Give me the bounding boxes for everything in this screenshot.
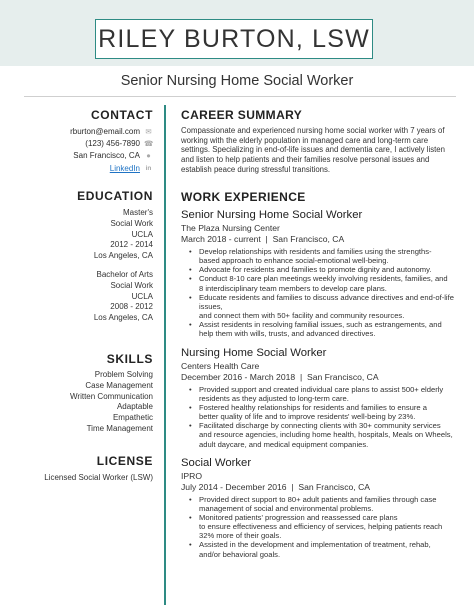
summary-line: Compassionate and experienced nursing home social worker with 7 years of [181, 126, 445, 135]
job-company: Centers Health Care [181, 360, 260, 371]
education-degree: Master's [123, 208, 153, 217]
contact-section [0, 108, 153, 175]
job-company: The Plaza Nursing Center [181, 223, 280, 233]
job-bullet: • Fostered healthy relationships for residents and families to ensure a better quality of life and to improve residents' well-being by 23%. [199, 403, 457, 421]
education-location: Los Angeles, CA [93, 251, 153, 261]
contact-location [0, 150, 153, 162]
job-location: San Francisco, CA [272, 234, 345, 244]
education-entry [0, 270, 153, 324]
job-bullet: • Facilitated discharge by connecting clients with 30+ community services and resource agencies, including home health, hospitals, Meals on Wheels, adult daycare, and medical equipment companies. [199, 421, 457, 448]
education-field: Social Work [110, 280, 153, 290]
skill-item: Time Management [86, 423, 153, 433]
skill-item: Empathetic [112, 413, 153, 423]
job-dates-location: July 2014 - December 2016 | San Francisco, CA [181, 481, 371, 492]
job-bullet: • Assisted in the development and implementation of treatment, rehab, and/or behavioral goals. [199, 540, 457, 558]
career-summary-section [181, 108, 457, 175]
contact-location-text: San Francisco, CA [73, 151, 140, 161]
contact-linkedin[interactable] [0, 163, 153, 175]
job-bullet: • Provided support and created individual care plans to assist 500+ elderly residents as they adjusted to long-term care. [199, 385, 457, 403]
column-divider [164, 105, 166, 605]
job-title: Social Worker [181, 456, 252, 469]
summary-line: and listen to help patients and their families resolve personal issues and [181, 155, 430, 165]
job-bullets [181, 247, 457, 339]
job-location: San Francisco, CA [306, 371, 379, 382]
job-bullet: • Conduct 8-10 care plan meetings weekly involving residents, families, and 8 interdisciplinary team members to develop care plans. [199, 274, 457, 292]
job-location: San Francisco, CA [298, 481, 371, 492]
phone-icon: ☎ [144, 139, 154, 149]
candidate-name: RILEY BURTON, LSW [98, 24, 370, 53]
skills-heading: SKILLS [106, 352, 153, 366]
job-bullets [181, 495, 457, 559]
skill-item: Case Management [85, 380, 153, 390]
education-heading: EDUCATION [77, 189, 153, 203]
education-years: 2008 - 2012 [110, 302, 153, 312]
job-bullet: • Educate residents and families to discuss advance directives and end-of-life issues, and connect them with 50+ facility and community resources. [199, 293, 457, 320]
job-company: IPRO [181, 470, 203, 481]
skill-item: Written Communication [70, 391, 153, 401]
job-bullet: • Provided direct support to 80+ adult patients and families through case management of social and environmental problems. [199, 495, 457, 513]
envelope-icon: ✉ [145, 127, 152, 136]
skills-section [0, 352, 153, 435]
job-title: Senior Nursing Home Social Worker [181, 209, 363, 221]
work-experience-heading: WORK EXPERIENCE [181, 190, 306, 204]
job-bullet: • Develop relationships with residents and families using the strengths- based approach to enhance social-emotional well-being. [199, 247, 457, 265]
job-dates: July 2014 - December 2016 [181, 481, 287, 492]
job-dates: March 2018 - current [181, 234, 261, 244]
education-degree: Bachelor of Arts [96, 269, 153, 279]
job-dates: December 2016 - March 2018 [181, 371, 296, 382]
education-school: UCLA [131, 229, 153, 239]
summary-line: settings. Specializing in end-of-life issues and dementia care, I actively listen [181, 145, 445, 155]
contact-heading: CONTACT [91, 108, 153, 122]
name-box [95, 19, 373, 59]
education-location: Los Angeles, CA [93, 313, 153, 323]
skill-item: Adaptable [116, 402, 153, 412]
linkedin-icon: in [145, 164, 152, 172]
education-years: 2012 - 2014 [110, 240, 153, 250]
skill-item: Problem Solving [94, 370, 153, 379]
education-school: UCLA [131, 291, 153, 301]
job-bullets [181, 385, 457, 449]
contact-email-text: rburton@email.com [70, 127, 140, 136]
contact-email[interactable] [0, 126, 153, 138]
job-bullet: • Assist residents in resolving familial issues, such as estrangements, and help them with wills, trusts, and advanced directives. [199, 320, 457, 338]
education-field: Social Work [110, 218, 153, 228]
career-summary-heading: CAREER SUMMARY [181, 108, 303, 122]
job-title: Nursing Home Social Worker [181, 346, 327, 359]
job-bullet: • Monitored patients' progression and reassessed care plans to ensure effectiveness and efficiency of services, helping patients reach 32% more of their goals. [199, 513, 457, 540]
linkedin-link[interactable]: LinkedIn [109, 163, 140, 173]
license-item: Licensed Social Worker (LSW) [44, 473, 153, 482]
job-dates-location: March 2018 - current | San Francisco, CA [181, 234, 345, 244]
summary-line: working with the elderly population in managed care and long-term care [181, 135, 429, 145]
summary-line: establish peace during stressful transitions. [181, 164, 331, 174]
license-section [0, 454, 153, 484]
header-divider [24, 96, 456, 97]
career-summary-text [181, 126, 457, 175]
job-title: Senior Nursing Home Social Worker [120, 73, 354, 89]
job-entry [181, 209, 457, 339]
education-section [0, 189, 153, 324]
job-entry [181, 347, 457, 449]
location-pin-icon: ● [146, 151, 151, 161]
contact-phone[interactable] [0, 138, 153, 150]
work-experience-section [181, 190, 457, 559]
job-dates-location: December 2016 - March 2018 | San Francisco, CA [181, 371, 379, 382]
job-entry [181, 457, 457, 559]
education-entry [0, 208, 153, 262]
header-band [0, 0, 474, 66]
license-heading: LICENSE [96, 454, 153, 468]
contact-phone-text: (123) 456-7890 [85, 139, 140, 149]
job-bullet: • Advocate for residents and families to promote dignity and autonomy. [199, 265, 457, 274]
